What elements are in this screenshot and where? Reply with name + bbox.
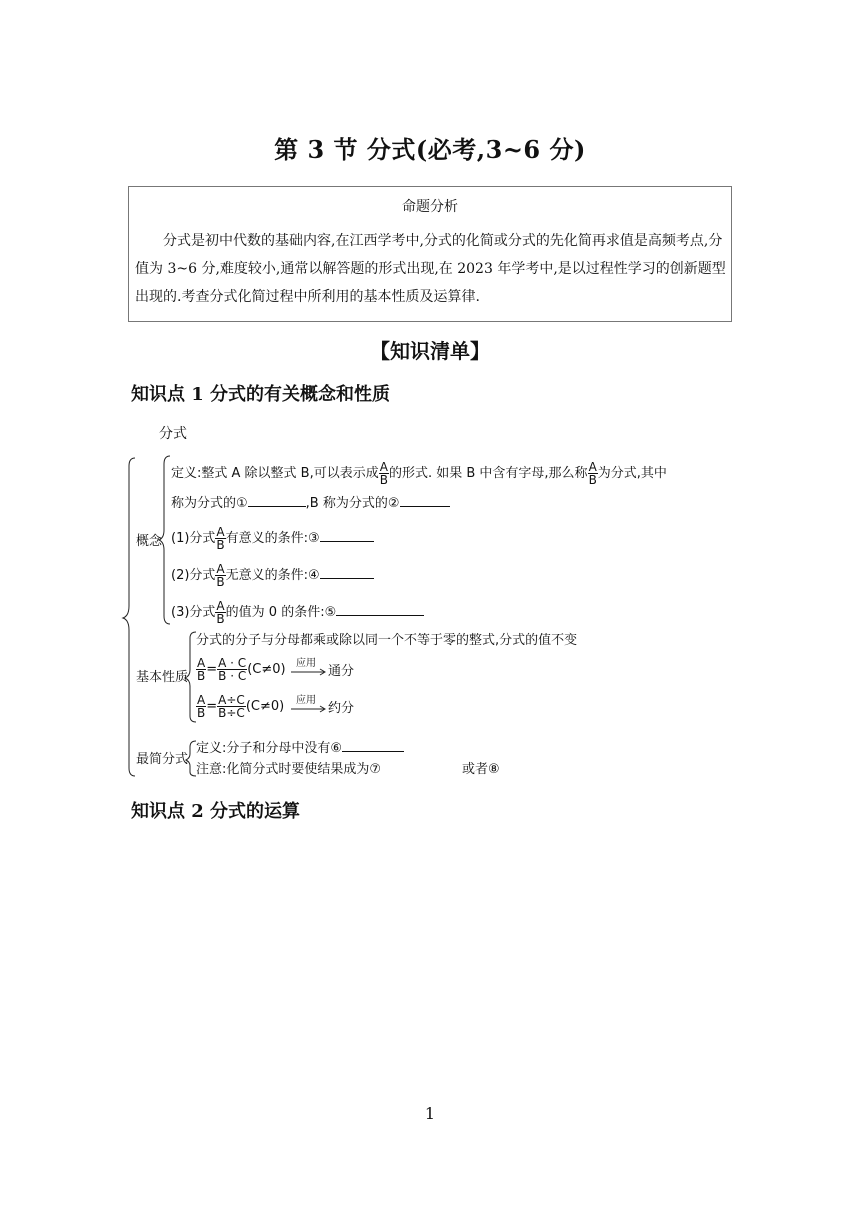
- outer-brace: [123, 458, 135, 776]
- simplest-label: 最简分式: [136, 752, 189, 767]
- section-title: 【知识清单】: [370, 339, 490, 363]
- property-equation-2: $\frac{A}{B}$ = $\frac{A\div C}{B\div C}$ (C≠0): [197, 693, 285, 720]
- condition-2: (2)分式 $\frac{A}{B}$ 无意义的条件:④: [171, 563, 374, 588]
- blank-4[interactable]: [320, 578, 374, 579]
- kp2-title: 知识点 2 分式的运算: [131, 801, 301, 822]
- kp1-root-label: 分式: [159, 426, 187, 442]
- blank-1[interactable]: [248, 506, 306, 507]
- def-text-b: 的形式. 如果 B 中含有字母,那么称: [388, 466, 588, 481]
- simplest-definition: 定义:分子和分母中没有⑥: [196, 741, 404, 757]
- property-result-1: 通分: [328, 664, 355, 679]
- blank-6[interactable]: [342, 751, 404, 752]
- arrow-label-2: 应用: [296, 695, 316, 706]
- blank-5[interactable]: [336, 615, 424, 616]
- def-text-a: 定义:整式 A 除以整式 B,可以表示成: [171, 466, 379, 481]
- concept-definition-line2: 称为分式的① ,B 称为分式的②: [171, 496, 450, 512]
- kp1-title: 知识点 1 分式的有关概念和性质: [131, 384, 391, 405]
- page-number: 1: [424, 1104, 436, 1123]
- concept-label: 概念: [136, 534, 163, 549]
- fraction-a-over-b: $\frac{A}{B}$: [588, 460, 597, 487]
- arrow-label-1: 应用: [296, 658, 316, 669]
- simplest-note: 注意:化简分式时要使结果成为⑦: [196, 762, 382, 777]
- concept-definition-line1: [171, 461, 667, 486]
- simplest-or: 或者⑧: [462, 762, 500, 777]
- blank-3[interactable]: [320, 541, 374, 542]
- condition-1: (1)分式 $\frac{A}{B}$ 有意义的条件:③: [171, 526, 374, 551]
- page-title: 第 3 节 分式(必考,3~6 分): [274, 135, 586, 164]
- property-statement: 分式的分子与分母都乘或除以同一个不等于零的整式,分式的值不变: [196, 633, 578, 648]
- fraction-a-over-b: $\frac{A}{B}$: [216, 599, 225, 626]
- property-equation-1: $\frac{A}{B}$ = $\frac{A \cdot C}{B \cdot C}$ (C≠0): [197, 656, 286, 683]
- fraction-a-over-b: $\frac{A}{B}$: [216, 562, 225, 589]
- blank-2[interactable]: [400, 506, 450, 507]
- analysis-text: 分式是初中代数的基础内容,在江西学考中,分式的化简或分式的先化简再求值是高频考点,分值为 3~6 分,难度较小,通常以解答题的形式出现,在 2023 年学考中,是以过程性学习的创新题型出现的.考查分式化简过程中所利用的基本性质及运算律.: [135, 233, 726, 305]
- fraction-a-over-b: $\frac{A}{B}$: [379, 460, 388, 487]
- property-result-2: 约分: [328, 701, 355, 716]
- fraction-a-over-b: $\frac{A}{B}$: [216, 525, 225, 552]
- property-label: 基本性质: [136, 670, 189, 685]
- analysis-heading: 命题分析: [402, 199, 458, 215]
- condition-3: (3)分式 $\frac{A}{B}$ 的值为 0 的条件:⑤: [171, 600, 424, 625]
- def-text-c: 为分式,其中: [597, 466, 667, 481]
